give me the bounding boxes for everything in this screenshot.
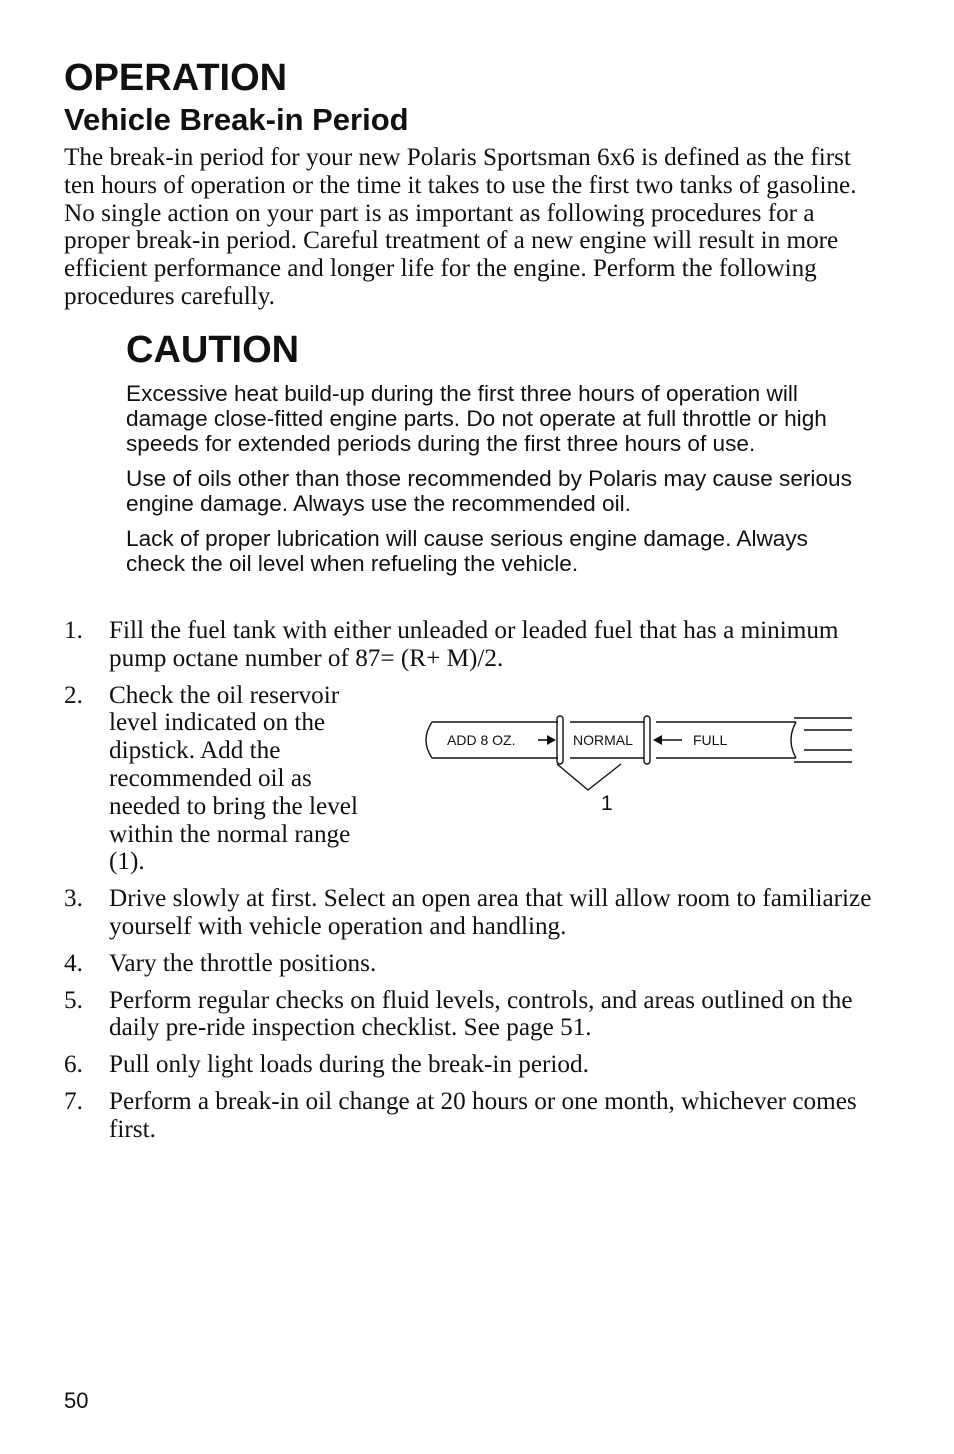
list-item-text: Perform a break-in oil change at 20 hours or one month, whichever comes first.	[109, 1087, 857, 1143]
normal-range-callout-lines	[557, 764, 621, 790]
full-label: FULL	[693, 732, 728, 748]
list-item-number: 7.	[64, 1087, 83, 1115]
list-item	[64, 617, 876, 673]
dipstick-full-mark	[644, 716, 650, 764]
dipstick-handle-outline	[794, 718, 852, 762]
list-item-number: 1.	[64, 617, 83, 644]
list-item-text: Pull only light loads during the break-in period.	[109, 1051, 589, 1079]
list-item-text: Check the oil reservoir level indicated on the dipstick. Add the recommended oil as needed to bring the level within the normal range (1).	[109, 681, 358, 876]
arrow-left-icon	[653, 735, 682, 745]
callout-number: 1	[601, 792, 613, 815]
dipstick-handle-joint	[791, 722, 796, 758]
list-item	[64, 987, 876, 1043]
caution-paragraph-lubrication: Lack of proper lubrication will cause serious engine damage. Always check the oil level when refueling the vehicle.	[126, 526, 808, 576]
add-oil-label: ADD 8 OZ.	[447, 732, 516, 748]
subsection-title: Vehicle Break-in Period	[64, 102, 409, 137]
caution-box	[126, 381, 866, 586]
section-title: OPERATION	[64, 57, 288, 99]
dipstick-add-mark	[557, 716, 563, 764]
list-item-number: 2.	[64, 681, 83, 709]
list-item-number: 3.	[64, 885, 83, 913]
dipstick-diagram	[410, 708, 860, 820]
caution-title: CAUTION	[126, 329, 300, 371]
list-item	[64, 1088, 876, 1144]
list-item-number: 4.	[64, 949, 83, 977]
list-item	[64, 1051, 876, 1079]
normal-label: NORMAL	[573, 732, 633, 748]
break-in-steps-list	[64, 617, 876, 1153]
list-item-number: 6.	[64, 1051, 83, 1079]
list-item-text: Vary the throttle positions.	[109, 949, 377, 977]
list-item	[64, 885, 876, 941]
list-item-text: Perform regular checks on fluid levels, controls, and areas outlined on the daily pre-ride inspection checklist. See page 51.	[109, 986, 853, 1042]
intro-paragraph: The break-in period for your new Polaris Sportsman 6x6 is defined as the first ten hours of operation or the time it takes to use the first two tanks of gasoline. No single action on your part is as important as following procedures for a proper break-in period. Careful treatment of a new engine will result in more efficient performance and longer life for the engine. Perform the following procedures carefully.	[64, 144, 857, 310]
list-item-number: 5.	[64, 986, 83, 1014]
dipstick-illustration	[410, 708, 860, 820]
list-item-text: Drive slowly at first. Select an open area that will allow room to familiarize yourself with vehicle operation and handling.	[109, 885, 872, 940]
caution-paragraph-heat: Excessive heat build-up during the first three hours of operation will damage close-fitted engine parts. Do not operate at full throttle or high speeds for extended periods during the first three hours of use.	[126, 381, 827, 456]
list-item-text: Fill the fuel tank with either unleaded or leaded fuel that has a minimum pump octane number of 87= (R+ M)/2.	[109, 617, 839, 672]
caution-paragraph-oil: Use of oils other than those recommended by Polaris may cause serious engine damage. Always use the recommended oil.	[126, 466, 852, 516]
arrow-right-icon	[538, 735, 556, 745]
list-item	[64, 950, 876, 978]
page-number: 50	[64, 1388, 89, 1413]
